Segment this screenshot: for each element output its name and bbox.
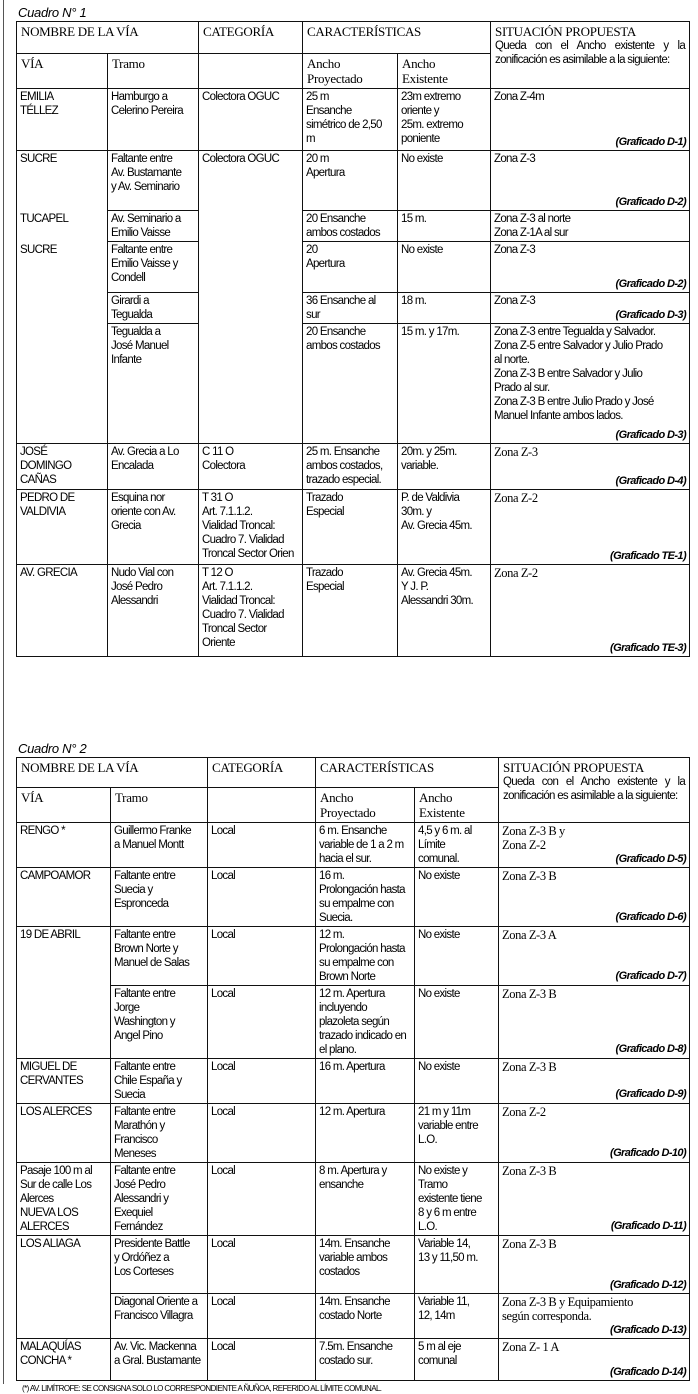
situacion-note: Queda con el Ancho existente y la zonificación es asimilable a la siguiente: — [503, 776, 686, 802]
ancho-proyectado: 20 Ensanche ambos costados — [303, 211, 398, 242]
table-row — [17, 1163, 690, 1236]
situacion-cell-content — [494, 212, 686, 240]
ancho-proyectado: 7.5m. Ensanche costado sur. — [316, 1339, 415, 1381]
situacion-cell-content — [502, 1340, 686, 1379]
ancho-existente: 15 m. y 17m. — [398, 324, 491, 444]
zona-text: Zona Z-3 A — [502, 928, 557, 942]
table-row — [17, 927, 690, 986]
via-name: JOSÉ DOMINGO CAÑAS — [17, 444, 108, 490]
page-edge-line — [3, 0, 4, 1384]
table-row — [17, 1059, 690, 1104]
zona-text: Zona Z-3 B y Equipamiento según corresponda. — [502, 1295, 633, 1323]
situacion-cell-content — [502, 987, 686, 1056]
graficado-reference: (Graficado D-12) — [610, 1279, 687, 1291]
tramo: Faltante entre Marathón y Francisco Meneses — [111, 1104, 208, 1163]
header-categoria: CATEGORÍA — [199, 22, 303, 54]
table-row — [17, 89, 690, 151]
tramo: Faltante entre Jorge Washington y Angel Pino — [111, 986, 208, 1059]
ancho-existente: 21 m y 11m variable entre L.O. — [415, 1104, 499, 1163]
ancho-proyectado: 12 m. Prolongación hasta su empalme con Brown Norte — [316, 927, 415, 986]
zona-text: Zona Z-4m — [494, 91, 544, 103]
table-row — [17, 823, 690, 868]
tramo: Av. Grecia a Lo Encalada — [108, 444, 199, 490]
zona-text: Zona Z-2 — [502, 1105, 546, 1119]
ancho-existente: P. de Valdivia 30m. y Av. Grecia 45m. — [398, 490, 491, 565]
cuadro-1-block — [16, 5, 689, 657]
situacion-cell-content — [502, 1105, 686, 1160]
situacion-propuesta — [491, 490, 690, 565]
graficado-reference: (Graficado D-5) — [615, 853, 687, 865]
situacion-title: SITUACIÓN PROPUESTA — [495, 24, 636, 39]
categoria: C 11 O Colectora — [199, 444, 303, 490]
zona-text: Zona Z- 1 A — [502, 1340, 560, 1354]
ancho-proyectado: 14m. Ensanche costado Norte — [316, 1294, 415, 1339]
header-row — [17, 758, 690, 788]
graficado-reference: (Graficado D-2) — [615, 196, 687, 208]
header-nombre-de-la-via: NOMBRE DE LA VÍA — [17, 758, 208, 788]
via-name: RENGO * — [17, 823, 111, 868]
via-name: EMILIA TÉLLEZ — [17, 89, 108, 151]
via-name: 19 DE ABRIL — [17, 927, 111, 986]
table-row — [17, 151, 690, 211]
situacion-propuesta — [499, 1163, 690, 1236]
categoria: Local — [208, 1294, 316, 1339]
situacion-note: Queda con el Ancho existente y la zonificación es asimilable a la siguiente: — [495, 40, 686, 66]
graficado-reference: (Graficado TE-1) — [610, 550, 687, 562]
graficado-reference: (Graficado D-14) — [610, 1366, 687, 1378]
categoria — [199, 293, 303, 324]
ancho-existente: No existe — [415, 1059, 499, 1104]
via-name: PEDRO DE VALDIVIA — [17, 490, 108, 565]
ancho-existente: 15 m. — [398, 211, 491, 242]
header-situacion-propuesta — [491, 22, 690, 89]
ancho-proyectado: 20 m Apertura — [303, 151, 398, 211]
header-nombre-de-la-via: NOMBRE DE LA VÍA — [17, 22, 199, 54]
via-name: MALAQUÍAS CONCHA * — [17, 1339, 111, 1381]
zona-text: Zona Z-3 entre Tegualda y Salvador. Zona Z-5 entre Salvador y Julio Prado al norte. Zona Z-3 B entre Salvador y Julio Prado al sur. Zona Z-3 B entre Julio Prado y José Manuel Infante ambos lados. — [494, 326, 663, 422]
graficado-reference: (Graficado D-8) — [615, 1043, 687, 1055]
ancho-existente: Av. Grecia 45m. Y J. P. Alessandri 30m. — [398, 565, 491, 657]
via-name: TUCAPEL — [17, 211, 108, 242]
categoria: Local — [208, 1163, 316, 1236]
categoria: Local — [208, 927, 316, 986]
situacion-cell-content — [494, 90, 686, 149]
zona-text: Zona Z-3 — [494, 295, 536, 307]
header-categoria: CATEGORÍA — [208, 758, 316, 788]
ancho-proyectado: Trazado Especial — [303, 565, 398, 657]
ancho-existente: No existe — [415, 868, 499, 927]
via-name: AV. GRECIA — [17, 565, 108, 657]
tramo: Av. Seminario a Emilio Vaisse — [108, 211, 199, 242]
graficado-reference: (Graficado D-6) — [615, 911, 687, 923]
zona-text: Zona Z-2 — [494, 491, 538, 505]
via-name — [17, 1294, 111, 1339]
header-situacion-propuesta — [499, 758, 690, 823]
situacion-cell-content — [502, 1237, 686, 1292]
situacion-title: SITUACIÓN PROPUESTA — [503, 760, 644, 775]
header-ancho-proyectado: Ancho Proyectado — [303, 54, 398, 89]
ancho-proyectado: 20 Ensanche ambos costados — [303, 324, 398, 444]
header-row — [17, 22, 690, 54]
situacion-propuesta — [499, 868, 690, 927]
ancho-proyectado: 25 m Ensanche simétrico de 2,50 m — [303, 89, 398, 151]
situacion-propuesta — [499, 1294, 690, 1339]
header-tramo: Tramo — [108, 54, 199, 89]
header-categoria-blank — [208, 788, 316, 823]
via-name: SUCRE — [17, 242, 108, 293]
header-via: VÍA — [17, 788, 111, 823]
tramo: Faltante entre Emilio Vaisse y Condell — [108, 242, 199, 293]
graficado-reference: (Graficado TE-3) — [610, 642, 687, 654]
header-via: VÍA — [17, 54, 108, 89]
ancho-existente: 18 m. — [398, 293, 491, 324]
ancho-existente: 23m extremo oriente y 25m. extremo poniente — [398, 89, 491, 151]
via-name: LOS ALERCES — [17, 1104, 111, 1163]
cuadro-1-table — [16, 21, 690, 657]
via-name: LOS ALIAGA — [17, 1236, 111, 1294]
situacion-propuesta — [491, 242, 690, 293]
header-ancho-existente: Ancho Existente — [415, 788, 499, 823]
categoria: Local — [208, 1339, 316, 1381]
categoria: Local — [208, 823, 316, 868]
categoria: T 31 O Art. 7.1.1.2. Vialidad Troncal: Cuadro 7. Vialidad Troncal Sector Orien — [199, 490, 303, 565]
ancho-proyectado: 25 m. Ensanche ambos costados, trazado especial. — [303, 444, 398, 490]
tramo: Nudo Vial con José Pedro Alessandri — [108, 565, 199, 657]
table-row — [17, 1236, 690, 1294]
table-row — [17, 565, 690, 657]
ancho-existente: 4,5 y 6 m. al Límite comunal. — [415, 823, 499, 868]
categoria: Local — [208, 1059, 316, 1104]
ancho-existente: No existe — [398, 151, 491, 211]
categoria: Colectora OGUC — [199, 89, 303, 151]
situacion-cell-content — [502, 1060, 686, 1101]
tramo: Esquina nor oriente con Av. Grecia — [108, 490, 199, 565]
situacion-cell-content — [494, 325, 686, 442]
footnote: (*) AV. LIMÍTROFE: SE CONSIGNA SOLO LO CORRESPONDIENTE A ÑUÑOA, REFERIDO AL LÍMITE COMUNAL. — [22, 1384, 382, 1393]
situacion-cell-content — [494, 152, 686, 209]
table-row — [17, 324, 690, 444]
situacion-cell-content — [494, 294, 686, 322]
table-row — [17, 490, 690, 565]
table-row — [17, 1294, 690, 1339]
header-ancho-existente: Ancho Existente — [398, 54, 491, 89]
zona-text: Zona Z-3 B — [502, 1060, 557, 1074]
via-name: Pasaje 100 m al Sur de calle Los Alerces NUEVA LOS ALERCES — [17, 1163, 111, 1236]
tramo: Presidente Battle y Ordóñez a Los Corteses — [111, 1236, 208, 1294]
categoria: Local — [208, 868, 316, 927]
situacion-cell-content — [494, 445, 686, 488]
situacion-propuesta — [499, 823, 690, 868]
situacion-cell-content — [502, 1164, 686, 1233]
situacion-propuesta — [491, 324, 690, 444]
situacion-cell-content — [502, 1295, 686, 1337]
table-row — [17, 211, 690, 242]
categoria — [199, 242, 303, 293]
ancho-existente: 20m. y 25m. variable. — [398, 444, 491, 490]
situacion-propuesta — [499, 986, 690, 1059]
tramo: Faltante entre Suecia y Espronceda — [111, 868, 208, 927]
zona-text: Zona Z-3 al norte Zona Z-1A al sur — [494, 213, 571, 239]
header-caracteristicas: CARACTERÍSTICAS — [316, 758, 499, 788]
graficado-reference: (Graficado D-9) — [615, 1088, 687, 1100]
zona-text: Zona Z-3 B — [502, 1164, 557, 1178]
categoria: Local — [208, 986, 316, 1059]
categoria: Colectora OGUC — [199, 151, 303, 211]
categoria — [199, 211, 303, 242]
situacion-propuesta — [491, 151, 690, 211]
situacion-propuesta — [491, 444, 690, 490]
ancho-existente: No existe — [398, 242, 491, 293]
cuadro-2-table — [16, 757, 690, 1381]
tramo: Faltante entre Brown Norte y Manuel de Salas — [111, 927, 208, 986]
zona-text: Zona Z-3 — [494, 244, 536, 256]
header-ancho-proyectado: Ancho Proyectado — [316, 788, 415, 823]
ancho-proyectado: 16 m. Apertura — [316, 1059, 415, 1104]
ancho-proyectado: 36 Ensanche al sur — [303, 293, 398, 324]
cuadro-1-title: Cuadro N° 1 — [18, 5, 87, 20]
situacion-cell-content — [494, 566, 686, 655]
cuadro-2-block — [16, 741, 689, 1394]
via-name: MIGUEL DE CERVANTES — [17, 1059, 111, 1104]
situacion-cell-content — [502, 928, 686, 983]
table-row — [17, 1339, 690, 1381]
situacion-propuesta — [499, 1059, 690, 1104]
zona-text: Zona Z-3 B y Zona Z-2 — [502, 824, 565, 852]
graficado-reference: (Graficado D-1) — [615, 136, 687, 148]
situacion-propuesta — [499, 1104, 690, 1163]
via-name — [17, 324, 108, 444]
ancho-proyectado: 20 Apertura — [303, 242, 398, 293]
categoria — [199, 324, 303, 444]
header-tramo: Tramo — [111, 788, 208, 823]
table-row — [17, 1104, 690, 1163]
ancho-proyectado: 12 m. Apertura incluyendo plazoleta según trazado indicado en el plano. — [316, 986, 415, 1059]
zona-text: Zona Z-3 — [494, 445, 538, 459]
situacion-cell-content — [502, 869, 686, 924]
ancho-existente: Variable 14, 13 y 11,50 m. — [415, 1236, 499, 1294]
graficado-reference: (Graficado D-13) — [610, 1324, 687, 1336]
categoria: Local — [208, 1236, 316, 1294]
situacion-propuesta — [491, 89, 690, 151]
tramo: Diagonal Oriente a Francisco Villagra — [111, 1294, 208, 1339]
tramo: Guillermo Franke a Manuel Montt — [111, 823, 208, 868]
ancho-proyectado: Trazado Especial — [303, 490, 398, 565]
table-row — [17, 242, 690, 293]
situacion-propuesta — [499, 927, 690, 986]
ancho-proyectado: 16 m. Prolongación hasta su empalme con Suecia. — [316, 868, 415, 927]
table-row — [17, 293, 690, 324]
situacion-propuesta — [499, 1236, 690, 1294]
ancho-proyectado: 6 m. Ensanche variable de 1 a 2 m hacia el sur. — [316, 823, 415, 868]
categoria: T 12 O Art. 7.1.1.2. Vialidad Troncal: Cuadro 7. Vialidad Troncal Sector Oriente — [199, 565, 303, 657]
ancho-existente: 5 m al eje comunal — [415, 1339, 499, 1381]
ancho-existente: No existe y Tramo existente tiene 8 y 6 m entre L.O. — [415, 1163, 499, 1236]
ancho-existente: No existe — [415, 986, 499, 1059]
cuadro-2-title: Cuadro N° 2 — [18, 741, 87, 756]
categoria: Local — [208, 1104, 316, 1163]
header-caracteristicas: CARACTERÍSTICAS — [303, 22, 491, 54]
via-name: SUCRE — [17, 151, 108, 211]
tramo: Tegualda a José Manuel Infante — [108, 324, 199, 444]
tramo: Girardi a Tegualda — [108, 293, 199, 324]
situacion-propuesta — [491, 565, 690, 657]
tramo: Faltante entre José Pedro Alessandri y Exequiel Fernández — [111, 1163, 208, 1236]
table-row — [17, 986, 690, 1059]
tramo: Av. Vic. Mackenna a Gral. Bustamante — [111, 1339, 208, 1381]
graficado-reference: (Graficado D-10) — [610, 1147, 687, 1159]
via-name: CAMPOAMOR — [17, 868, 111, 927]
graficado-reference: (Graficado D-3) — [615, 429, 687, 441]
situacion-propuesta — [491, 211, 690, 242]
header-categoria-blank — [199, 54, 303, 89]
via-name — [17, 293, 108, 324]
ancho-existente: No existe — [415, 927, 499, 986]
tramo: Hamburgo a Celerino Pereira — [108, 89, 199, 151]
situacion-propuesta — [491, 293, 690, 324]
graficado-reference: (Graficado D-11) — [610, 1220, 687, 1232]
situacion-cell-content — [502, 824, 686, 866]
ancho-existente: Variable 11, 12, 14m — [415, 1294, 499, 1339]
ancho-proyectado: 12 m. Apertura — [316, 1104, 415, 1163]
situacion-cell-content — [494, 243, 686, 291]
tramo: Faltante entre Av. Bustamante y Av. Seminario — [108, 151, 199, 211]
graficado-reference: (Graficado D-3) — [615, 309, 687, 321]
table-row — [17, 444, 690, 490]
zona-text: Zona Z-3 B — [502, 1237, 557, 1251]
tramo: Faltante entre Chile España y Suecia — [111, 1059, 208, 1104]
situacion-propuesta — [499, 1339, 690, 1381]
ancho-proyectado: 14m. Ensanche variable ambos costados — [316, 1236, 415, 1294]
zona-text: Zona Z-3 — [494, 153, 536, 165]
zona-text: Zona Z-3 B — [502, 869, 557, 883]
zona-text: Zona Z-3 B — [502, 987, 557, 1001]
graficado-reference: (Graficado D-4) — [615, 475, 687, 487]
zona-text: Zona Z-2 — [494, 566, 538, 580]
graficado-reference: (Graficado D-2) — [615, 278, 687, 290]
graficado-reference: (Graficado D-7) — [615, 970, 687, 982]
table-row — [17, 868, 690, 927]
situacion-cell-content — [494, 491, 686, 563]
via-name — [17, 986, 111, 1059]
ancho-proyectado: 8 m. Apertura y ensanche — [316, 1163, 415, 1236]
